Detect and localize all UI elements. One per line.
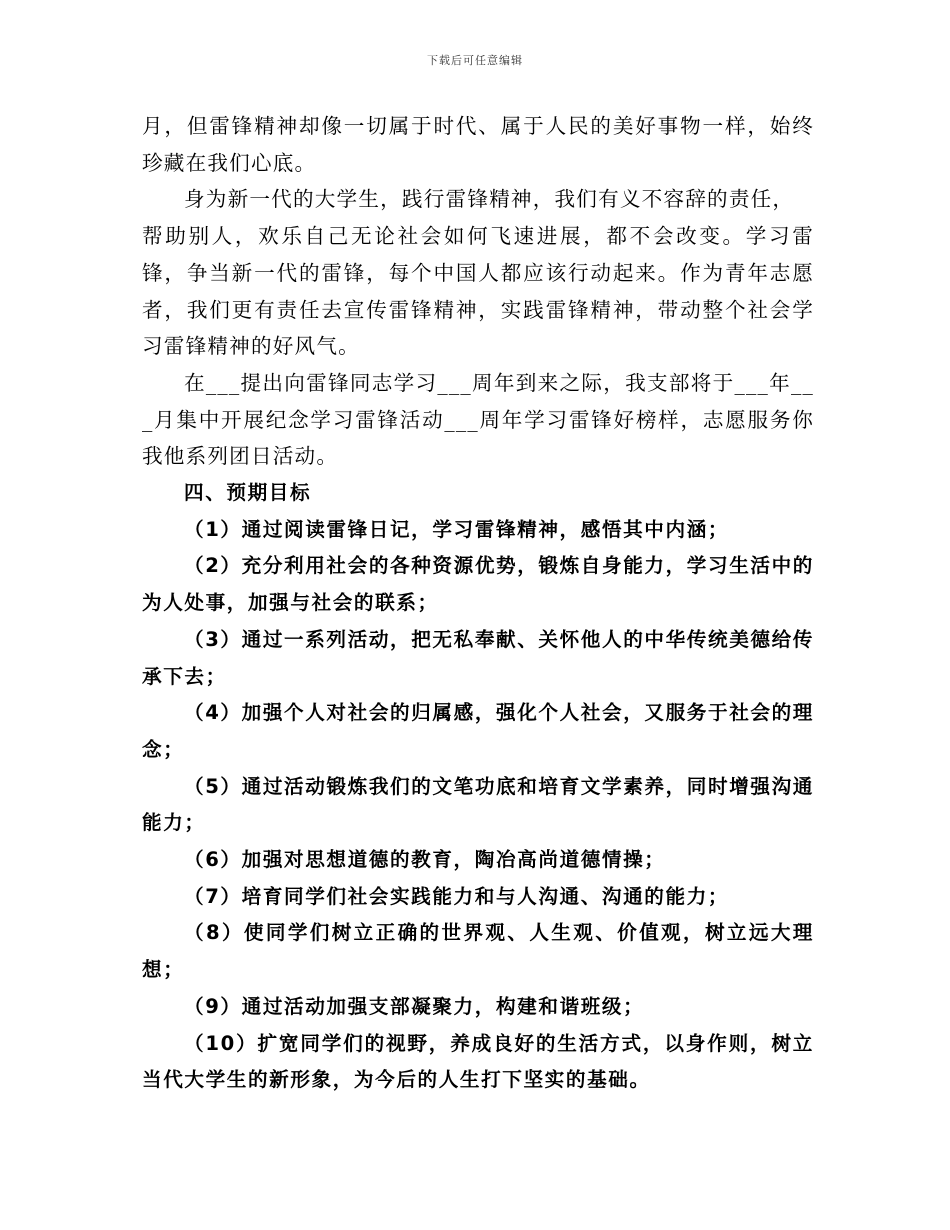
document-body [142, 108, 814, 1099]
paragraph-activity-plan: 在___提出向雷锋同志学习___周年到来之际，我支部将于___年___月集中开展纪念学习雷锋活动___周年学习雷锋好榜样，志愿服务你我他系列团日活动。 [142, 370, 814, 469]
goal-item-1: （1）通过阅读雷锋日记，学习雷锋精神，感悟其中内涵； [184, 517, 730, 541]
goal-item-4: （4）加强个人对社会的归属感，强化个人社会，又服务于社会的理念； [142, 701, 814, 761]
goal-item-6: （6）加强对思想道德的教育，陶冶高尚道德情操； [184, 848, 666, 872]
goal-item-9: （9）通过活动加强支部凝聚力，构建和谐班级； [184, 994, 645, 1018]
goal-item-3: （3）通过一系列活动，把无私奉献、关怀他人的中华传统美德给传承下去； [142, 627, 814, 688]
goal-item-2: （2）充分利用社会的各种资源优势，锻炼自身能力，学习生活中的为人处事，加强与社会的联系； [142, 554, 814, 615]
paragraph-student-duty: 帮助别人，欢乐自己无论社会如何飞速进展，都不会改变。学习雷锋，争当新一代的雷锋，每个中国人都应该行动起来。作为青年志愿者，我们更有责任去宣传雷锋精神，实践雷锋精神，带动整个社会学习雷锋精神的好风气。 [142, 224, 814, 359]
paragraph-student-duty-intro: 身为新一代的大学生，践行雷锋精神，我们有义不容辞的责任， [184, 187, 795, 212]
goals-list [142, 512, 814, 1099]
goal-item-8: （8）使同学们树立正确的世界观、人生观、价值观，树立远大理想； [142, 921, 814, 982]
goal-item-7: （7）培育同学们社会实践能力和与人沟通、沟通的能力； [184, 884, 730, 908]
goal-item-5: （5）通过活动锻炼我们的文笔功底和培育文学素养，同时增强沟通能力； [142, 774, 814, 835]
section-heading-goals: 四、预期目标 [184, 481, 312, 505]
page-header-note: 下载后可任意编辑 [427, 54, 523, 67]
goal-item-10: （10）扩宽同学们的视野，养成良好的生活方式，以身作则，树立当代大学生的新形象，为今后的人生打下坚实的基础。 [142, 1031, 814, 1092]
paragraph-continuation: 月，但雷锋精神却像一切属于时代、属于人民的美好事物一样，始终珍藏在我们心底。 [142, 114, 814, 175]
